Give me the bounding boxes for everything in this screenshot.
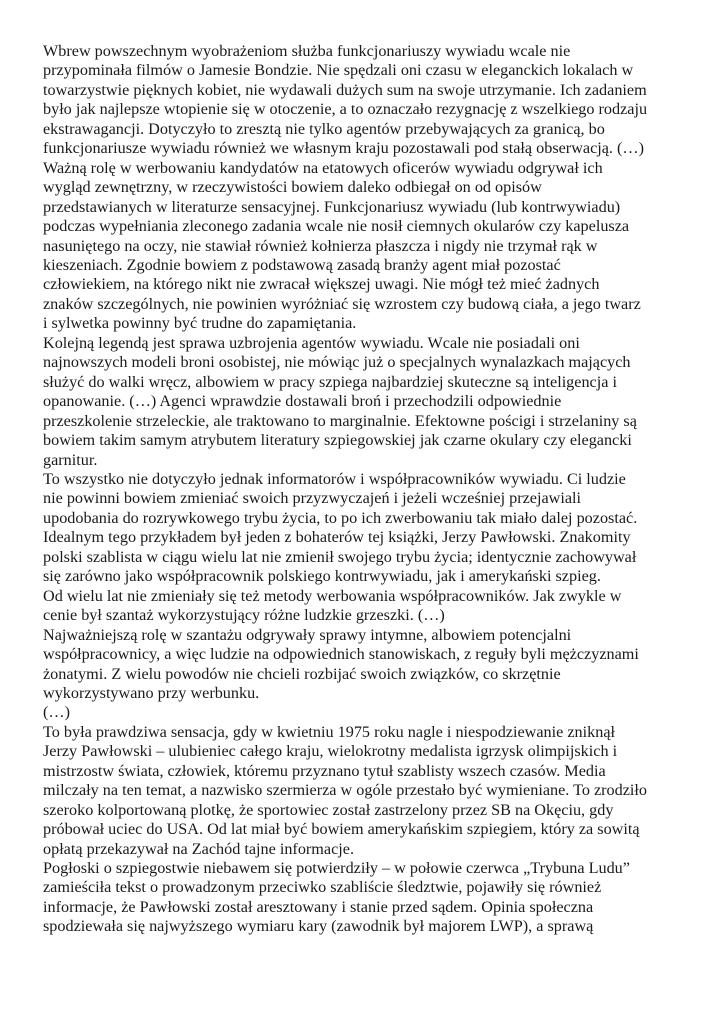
text-line: Najważniejszą rolę w szantażu odgrywały sprawy intymne, albowiem potencjalni — [43, 625, 572, 644]
text-line: bowiem takim samym atrybutem literatury szpiegowskiej jak czarne okulary czy elegancki — [43, 431, 632, 450]
text-line: Idealnym tego przykładem był jeden z bohaterów tej książki, Jerzy Pawłowski. Znakomity — [43, 528, 631, 547]
text-line: żonatymi. Z wielu powodów nie chcieli rozbijać swoich związków, co skrzętnie — [43, 664, 561, 683]
text-line: ekstrawagancji. Dotyczyło to zresztą nie tylko agentów przebywających za granicą, bo — [43, 119, 605, 138]
text-line: się zarówno jako współpracownik polskiego kontrwywiadu, jak i amerykański szpieg. — [43, 567, 601, 586]
paragraph — [43, 42, 683, 334]
text-line: upodobania do rozrywkowego trybu życia, to po ich zwerbowaniu tak miało dalej pozostać. — [43, 508, 638, 527]
text-line: człowiekiem, na którego nikt nie zwracał większej uwagi. Nie mógł też mieć żadnych — [43, 275, 600, 294]
text-line: mistrzostw świata, człowiek, któremu przyznano tytuł szablisty wszech czasów. Media — [43, 761, 606, 780]
text-line: znaków szczególnych, nie powinien wyróżniać się wzrostem czy budową ciała, a jego twarz — [43, 294, 641, 313]
text-line: próbował uciec do USA. Od lat miał być bowiem amerykańskim szpiegiem, który za sowitą — [43, 820, 640, 839]
text-line: informacje, że Pawłowski został aresztowany i stanie przed sądem. Opinia społeczna — [43, 897, 594, 916]
text-line: nie powinni bowiem zmieniać swoich przyzwyczajeń i jeżeli wcześniej przejawiali — [43, 489, 582, 508]
text-line: współpracownicy, a więc ludzie na odpowiednich stanowiskach, z reguły byli mężczyznami — [43, 645, 639, 664]
text-line: wykorzystywano przy werbunku. — [43, 683, 260, 702]
text-line: zamieściła tekst o prowadzonym przeciwko szabliście śledztwie, pojawiły się również — [43, 878, 602, 897]
text-line: szeroko kolportowaną plotkę, że sportowiec został zastrzelony przez SB na Okęciu, gdy — [43, 800, 614, 819]
text-line: i sylwetka powinny być trudne do zapamiętania. — [43, 314, 357, 333]
text-line: Ważną rolę w werbowaniu kandydatów na etatowych oficerów wywiadu odgrywał ich — [43, 158, 603, 177]
text-line: podczas wypełniania zleconego zadania wcale nie nosił ciemnych okularów czy kapelusza — [43, 217, 630, 236]
paragraph — [43, 470, 683, 587]
text-line: garnitur. — [43, 450, 98, 469]
paragraph — [43, 587, 683, 626]
text-line: było jak najlepsze wtopienie się w otoczenie, a to oznaczało rezygnację z wszelkiego rodzaju — [43, 100, 648, 119]
text-line: (…) — [43, 703, 70, 722]
text-line: wygląd zewnętrzny, w rzeczywistości bowiem daleko odbiegał on od opisów — [43, 178, 542, 197]
text-line: Jerzy Pawłowski – ulubieniec całego kraju, wielokrotny medalista igrzysk olimpijskich i — [43, 742, 618, 761]
text-line: To wszystko nie dotyczyło jednak informatorów i współpracowników wywiadu. Ci ludzie — [43, 469, 626, 488]
text-line: służyć do walki wręcz, albowiem w pracy szpiega najbardziej skuteczne są inteligencja i — [43, 372, 617, 391]
text-line: przeszkolenie strzeleckie, ale traktowano to marginalnie. Efektowne pościgi i strzelaniny są — [43, 411, 637, 430]
text-line: opłatą przekazywał na Zachód tajne informacje. — [43, 839, 355, 858]
paragraph — [43, 334, 683, 470]
paragraph — [43, 859, 683, 937]
text-line: Kolejną legendą jest sprawa uzbrojenia agentów wywiadu. Wcale nie posiadali oni — [43, 333, 580, 352]
text-line: funkcjonariusze wywiadu również we własnym kraju pozostawali pod stałą obserwacją. (…) — [43, 139, 644, 158]
paragraph — [43, 723, 683, 859]
document-page — [43, 42, 683, 937]
text-line: To była prawdziwa sensacja, gdy w kwietniu 1975 roku nagle i niespodziewanie zniknął — [43, 722, 616, 741]
text-line: przypominała filmów o Jamesie Bondzie. Nie spędzali oni czasu w eleganckich lokalach w — [43, 61, 634, 80]
paragraph — [43, 626, 683, 704]
text-line: nasuniętego na oczy, nie stawiał również kołnierza płaszcza i nigdy nie trzymał rąk w — [43, 236, 598, 255]
text-line: polski szablista w ciągu wielu lat nie zmienił swojego trybu życia; identycznie zachowywał — [43, 547, 637, 566]
text-line: Od wielu lat nie zmieniały się też metody werbowania współpracowników. Jak zwykle w — [43, 586, 622, 605]
text-line: Pogłoski o szpiegostwie niebawem się potwierdziły – w połowie czerwca „Trybuna Ludu” — [43, 859, 630, 878]
text-line: cenie był szantaż wykorzystujący różne ludzkie grzeszki. (…) — [43, 606, 445, 625]
paragraph — [43, 703, 683, 722]
text-line: spodziewała się najwyższego wymiaru kary (zawodnik był majorem LWP), a sprawą — [43, 917, 594, 936]
text-line: kieszeniach. Zgodnie bowiem z podstawową zasadą branży agent miał pozostać — [43, 255, 561, 274]
text-line: przedstawianych w literaturze sensacyjnej. Funkcjonariusz wywiadu (lub kontrwywiadu) — [43, 197, 621, 216]
text-line: milczały na ten temat, a nazwisko szermierza w ogóle przestało być wymieniane. To zrodziło — [43, 781, 648, 800]
text-line: towarzystwie pięknych kobiet, nie wydawali dużych sum na swoje utrzymanie. Ich zadaniem — [43, 80, 647, 99]
text-line: opanowanie. (…) Agenci wprawdzie dostawali broń i przechodzili odpowiednie — [43, 392, 562, 411]
text-line: najnowszych modeli broni osobistej, nie mówiąc już o specjalnych wynalazkach mających — [43, 353, 631, 372]
text-line: Wbrew powszechnym wyobrażeniom służba funkcjonariuszy wywiadu wcale nie — [43, 42, 571, 60]
